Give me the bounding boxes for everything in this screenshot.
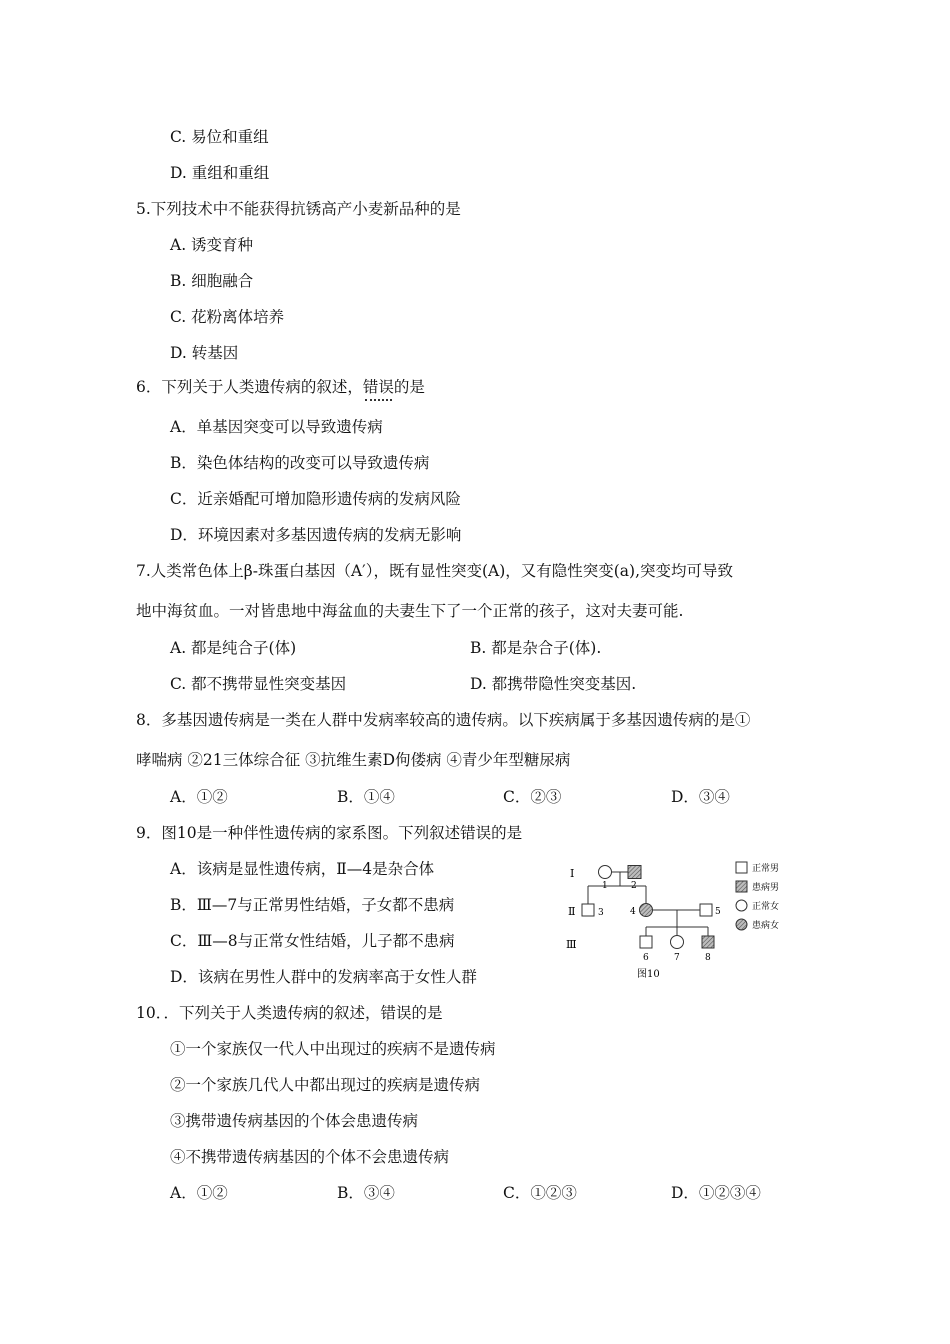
q8-option-b: B．①④: [337, 788, 395, 806]
q6-option-d: D．环境因素对多基因遗传病的发病无影响: [170, 526, 462, 544]
individual-7-label: 7: [674, 953, 680, 963]
gen-label-1: Ⅰ: [570, 867, 575, 880]
legend-normal-male: 正常男: [752, 864, 780, 874]
q8-option-d: D．③④: [671, 788, 730, 806]
q10-statement-3: ③携带遗传病基因的个体会患遗传病: [170, 1112, 419, 1130]
q10-statement-4: ④不携带遗传病基因的个体不会患遗传病: [170, 1148, 450, 1166]
legend-normal-female: 正常女: [752, 902, 780, 912]
individual-6-label: 6: [643, 953, 649, 963]
q9-option-a: A．该病是显性遗传病，Ⅱ—4是杂合体: [170, 860, 435, 878]
individual-6-normal-male: [640, 936, 652, 948]
q7-option-d: D. 都携带隐性突变基因.: [470, 675, 637, 693]
q6-stem-pre: 6．下列关于人类遗传病的叙述，: [136, 378, 363, 396]
q7-option-a: A. 都是纯合子(体): [170, 639, 297, 657]
q8-option-c: C．②③: [503, 788, 562, 806]
prev-option-c: C. 易位和重组: [170, 128, 269, 146]
q10-stem: 10．．下列关于人类遗传病的叙述，错误的是: [136, 1004, 443, 1022]
q9-option-c: C．Ⅲ—8与正常女性结婚，儿子都不患病: [170, 932, 455, 950]
q6-option-b: B．染色体结构的改变可以导致遗传病: [170, 454, 430, 472]
q8-stem-line2: 哮喘病 ②21三体综合征 ③抗维生素D佝偻病 ④青少年型糖尿病: [136, 751, 571, 769]
legend-affected-male-icon: [736, 881, 747, 892]
q6-stem-post: 的是: [393, 378, 425, 396]
individual-4-affected-female: [640, 904, 653, 917]
q8-option-a: A．①②: [170, 788, 228, 806]
individual-8-affected-male: [702, 936, 714, 948]
q10-statement-2: ②一个家族几代人中都出现过的疾病是遗传病: [170, 1076, 481, 1094]
legend-affected-male: 患病男: [752, 883, 780, 893]
individual-7-normal-female: [671, 936, 684, 949]
gen-label-2: Ⅱ: [568, 905, 576, 918]
individual-3-normal-male: [582, 904, 594, 916]
legend-normal-male-icon: [736, 862, 747, 873]
q10-statement-1: ①一个家族仅一代人中出现过的疾病不是遗传病: [170, 1040, 496, 1058]
individual-5-label: 5: [715, 907, 721, 917]
prev-option-d: D. 重组和重组: [170, 164, 270, 182]
pedigree-figure: [560, 852, 810, 982]
q10-option-d: D．①②③④: [671, 1184, 761, 1202]
gen-label-3: Ⅲ: [566, 938, 577, 951]
q8-stem-line1: 8．多基因遗传病是一类在人群中发病率较高的遗传病。以下疾病属于多基因遗传病的是①: [136, 711, 751, 729]
individual-1-normal-female: [599, 866, 612, 879]
q6-option-c: C．近亲婚配可增加隐形遗传病的发病风险: [170, 490, 461, 508]
q10-option-c: C．①②③: [503, 1184, 577, 1202]
q9-option-d: D．该病在男性人群中的发病率高于女性人群: [170, 968, 477, 986]
q6-option-a: A．单基因突变可以导致遗传病: [170, 418, 383, 436]
individual-3-label: 3: [598, 908, 604, 918]
legend-affected-female: 患病女: [752, 921, 780, 931]
q10-option-b: B．③④: [337, 1184, 395, 1202]
individual-5-normal-male: [700, 904, 712, 916]
q10-option-a: A．①②: [170, 1184, 228, 1202]
q9-stem: 9．图10是一种伴性遗传病的家系图。下列叙述错误的是: [136, 824, 523, 842]
individual-2-label: 2: [631, 881, 637, 891]
q6-stem-emphasis: 错误: [362, 378, 394, 396]
individual-1-label: 1: [602, 881, 608, 891]
legend-normal-female-icon: [736, 900, 747, 911]
individual-8-label: 8: [705, 953, 711, 963]
q5-stem: 5.下列技术中不能获得抗锈高产小麦新品种的是: [136, 200, 461, 218]
q7-option-b: B. 都是杂合子(体).: [470, 639, 602, 657]
individual-2-affected-male: [628, 866, 641, 879]
legend-affected-female-icon: [736, 919, 747, 930]
q7-option-c: C. 都不携带显性突变基因: [170, 675, 347, 693]
q7-stem-line2: 地中海贫血。一对皆患地中海盆血的夫妻生下了一个正常的孩子，这对夫妻可能.: [136, 602, 684, 620]
q6-stem: [136, 377, 425, 397]
q5-option-c: C. 花粉离体培养: [170, 308, 285, 326]
individual-4-label: 4: [630, 907, 636, 917]
figure-caption: 图10: [637, 969, 660, 980]
q5-option-a: A. 诱变育种: [170, 236, 254, 254]
q5-option-b: B. 细胞融合: [170, 272, 254, 290]
q7-stem-line1: 7.人类常色体上β-珠蛋白基因（A′），既有显性突变(A)，又有隐性突变(a),突变均可导致: [136, 562, 734, 580]
q9-option-b: B．Ⅲ—7与正常男性结婚，子女都不患病: [170, 896, 455, 914]
q5-option-d: D. 转基因: [170, 344, 239, 362]
